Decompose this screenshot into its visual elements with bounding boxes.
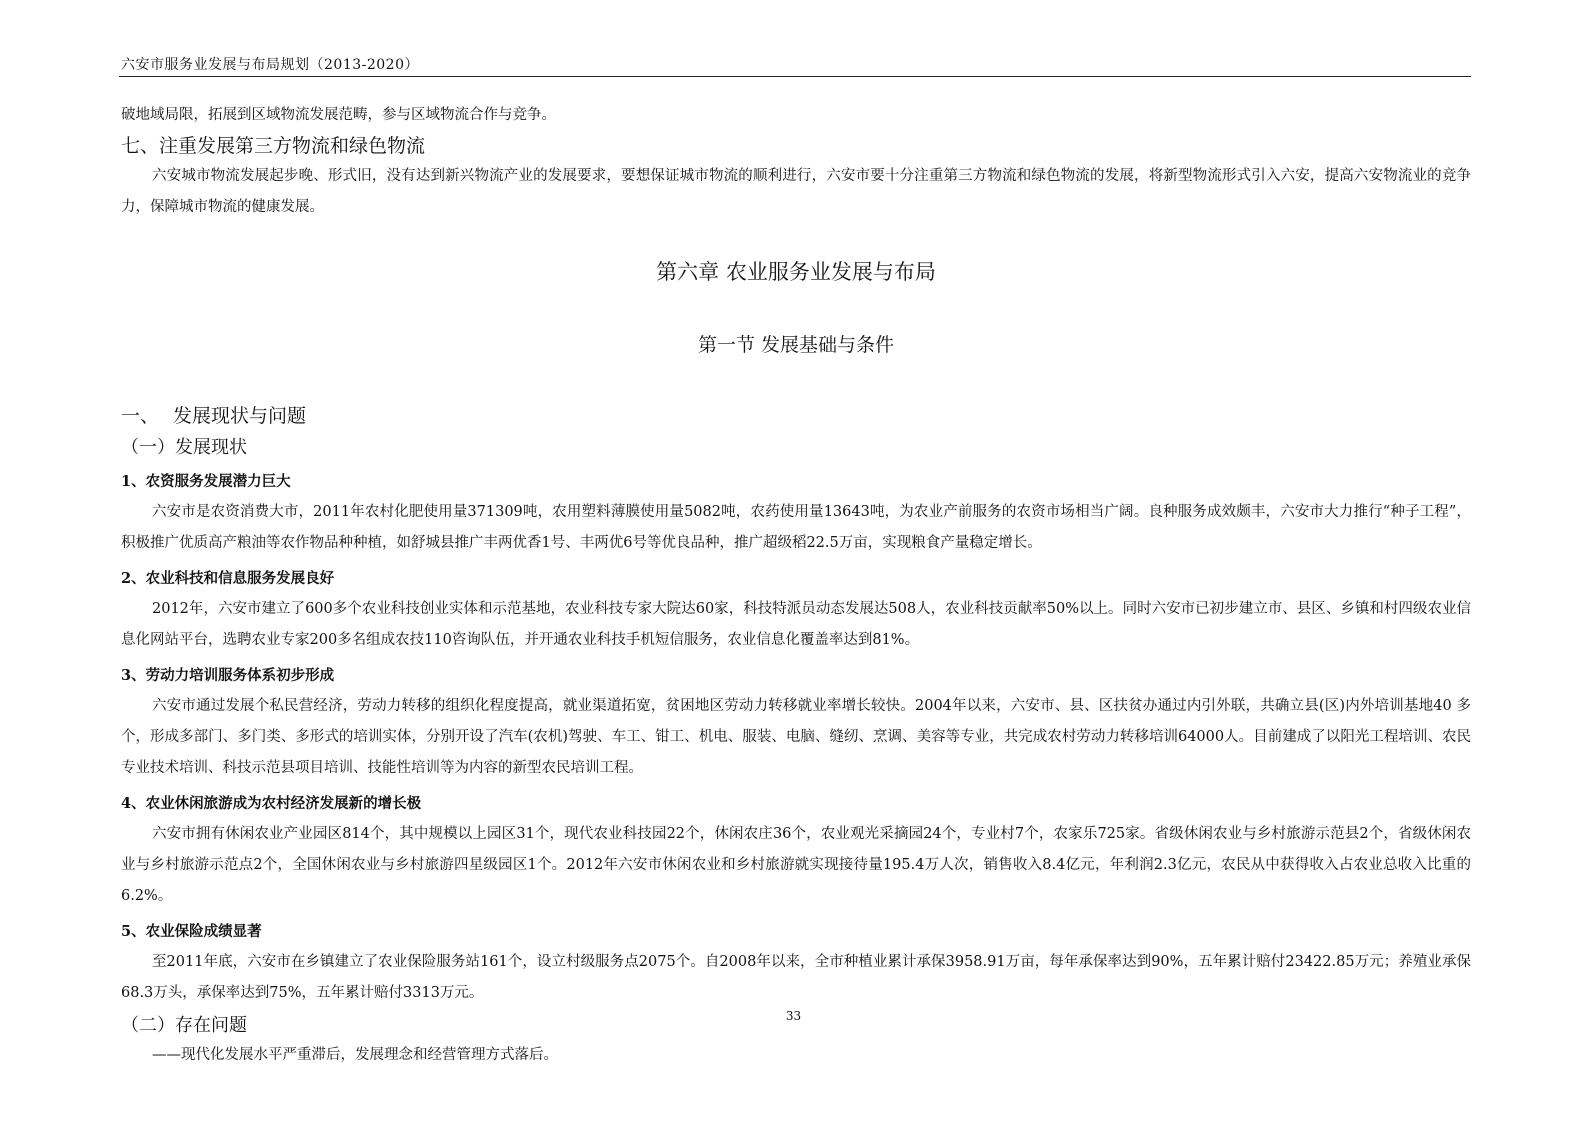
continuation-paragraph: 破地域局限，拓展到区域物流发展范畴，参与区域物流合作与竞争。 [121, 107, 556, 123]
running-header: 六安市服务业发展与布局规划（2013-2020） [121, 57, 419, 73]
item3-title: 3、劳动力培训服务体系初步形成 [121, 667, 335, 684]
item2-paragraph: 2012年，六安市建立了600多个农业科技创业实体和示范基地，农业科技专家大院达60家，科技特派员动态发展达508人，农业科技贡献率50%以上。同时六安市已初步建立市、县区、乡镇和村四级农业信息化网站平台，选聘农业专家200多名组成农技110咨询队伍，并开通农业科技手机短信服务，农业信息化覆盖率达到81%。 [121, 601, 1471, 648]
header-rule [119, 76, 1471, 77]
subheading-status: （一）发展现状 [121, 437, 247, 458]
item4-paragraph: 六安市拥有休闲农业产业园区814个，其中规模以上园区31个，现代农业科技园22个，休闲农庄36个，农业观光采摘园24个，专业村7个，农家乐725家。省级休闲农业与乡村旅游示范县2个，省级休闲农业与乡村旅游示范点2个，全国休闲农业与乡村旅游四星级园区1个。2012年六安市休闲农业和乡村旅游就实现接待量195.4万人次，销售收入8.4亿元，年利润2.3亿元，农民从中获得收入占农业总收入比重的6.2%。 [121, 826, 1471, 904]
problem-paragraph: ——现代化发展水平严重滞后，发展理念和经营管理方式落后。 [152, 1047, 558, 1063]
chapter-title: 第六章 农业服务业发展与布局 [656, 260, 936, 284]
page-body [121, 100, 1471, 1071]
item1-title: 1、农资服务发展潜力巨大 [121, 473, 291, 490]
heading-7-paragraph: 六安城市物流发展起步晚、形式旧，没有达到新兴物流产业的发展要求，要想保证城市物流的顺利进行，六安市要十分注重第三方物流和绿色物流的发展，将新型物流形式引入六安，提高六安物流业的竞争力，保障城市物流的健康发展。 [121, 168, 1471, 215]
level1-title: 发展现状与问题 [173, 405, 307, 427]
section-title: 第一节 发展基础与条件 [697, 334, 895, 356]
item5-title: 5、农业保险成绩显著 [121, 923, 262, 940]
item1-paragraph: 六安市是农资消费大市，2011年农村化肥使用量371309吨，农用塑料薄膜使用量5082吨，农药使用量13643吨，为农业产前服务的农资市场相当广阔。良种服务成效颇丰，六安市大力推行“种子工程”，积极推广优质高产粮油等农作物品种种植，如舒城县推广丰两优香1号、丰两优6号等优良品种，推广超级稻22.5万亩，实现粮食产量稳定增长。 [121, 504, 1471, 551]
heading-7: 七、注重发展第三方物流和绿色物流 [121, 135, 426, 157]
page-number: 33 [785, 1009, 802, 1023]
item2-title: 2、农业科技和信息服务发展良好 [121, 570, 335, 587]
level1-heading [121, 401, 1471, 431]
subheading-problems: （二）存在问题 [121, 1015, 247, 1036]
item3-paragraph: 六安市通过发展个私民营经济，劳动力转移的组织化程度提高，就业渠道拓宽，贫困地区劳动力转移就业率增长较快。2004年以来，六安市、县、区扶贫办通过内引外联，共确立县(区)内外培训基地40 多个，形成多部门、多门类、多形式的培训实体，分别开设了汽车(农机)驾驶、车工、钳工、机电、服装、电脑、缝纫、烹调、美容等专业，共完成农村劳动力转移培训64000人。目前建成了以阳光工程培训、农民专业技术培训、科技示范县项目培训、技能性培训等为内容的新型农民培训工程。 [121, 698, 1471, 776]
item5-paragraph: 至2011年底，六安市在乡镇建立了农业保险服务站161个，设立村级服务点2075个。自2008年以来，全市种植业累计承保3958.91万亩，每年承保率达到90%，五年累计赔付23422.85万元；养殖业承保68.3万头，承保率达到75%，五年累计赔付3313万元。 [121, 954, 1471, 1001]
item4-title: 4、农业休闲旅游成为农村经济发展新的增长极 [121, 795, 422, 812]
level1-number: 一、 [121, 405, 160, 427]
